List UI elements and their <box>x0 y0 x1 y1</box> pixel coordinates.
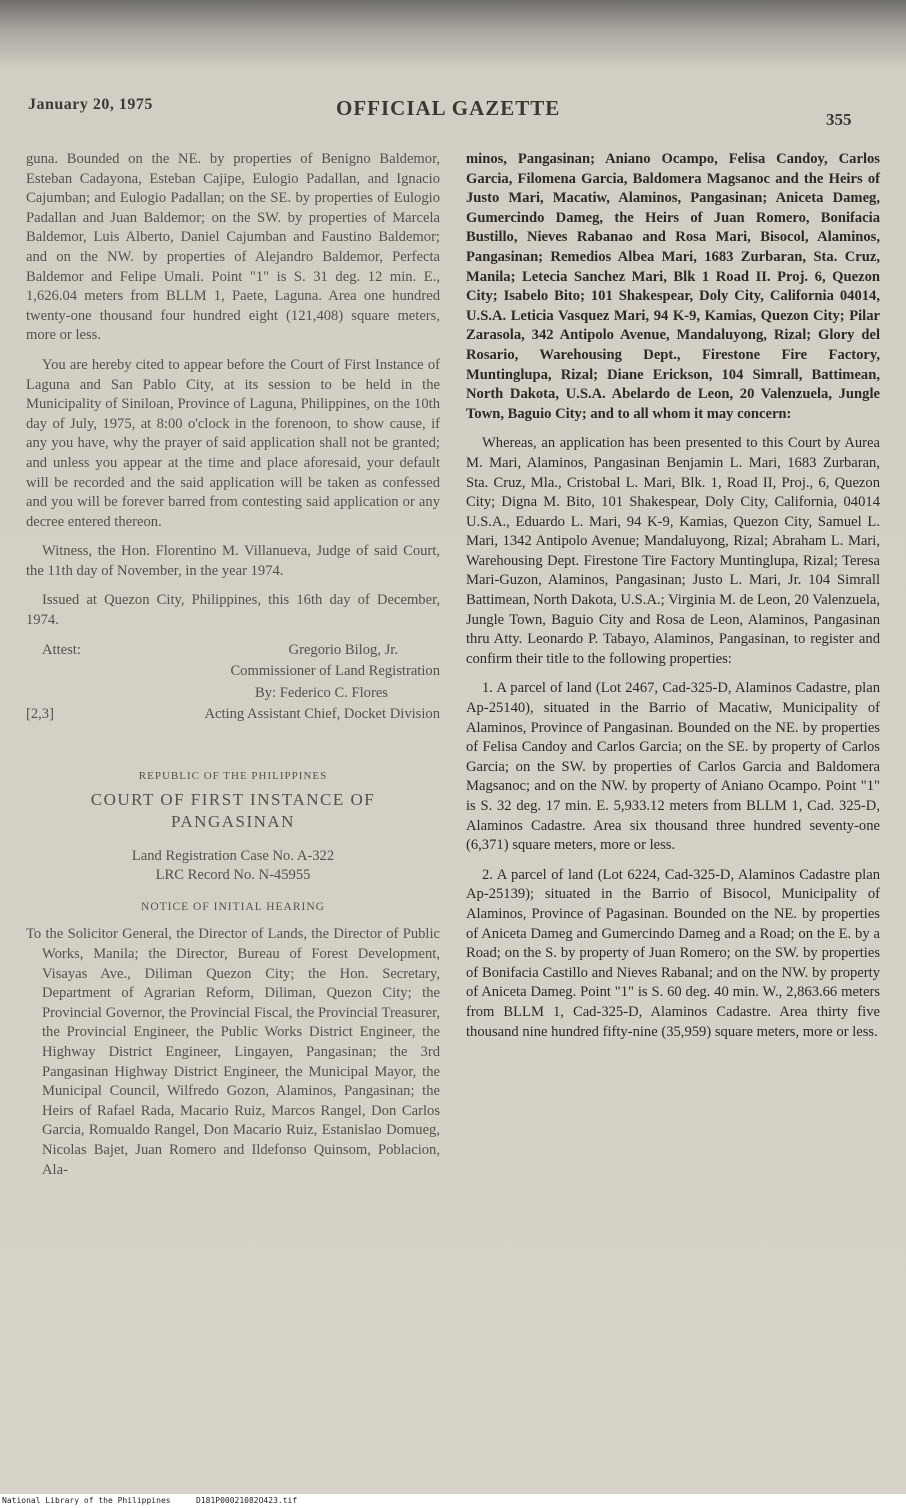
paragraph-parcel-1: 1. A parcel of land (Lot 2467, Cad-325-D, Alaminos Cadastre, plan Ap-25140), situated in the Barrio of Macatiw, Municipality of Alaminos, Province of Pangasinan. Bounded on the NE. by properties of Felisa Candoy and Carlos Garcia; on the SE. by property of Carlos Garcia; on the SW. by properties of Carlos Garcia and Baldomera Magsanoc; and on the NW. by property of Aniano Ocampo. Point "1" is S. 32 deg. 17 min. E. 5,933.12 meters from BLLM 1, Cad. 325-D, Alaminos Cadastre. Area six thousand three hundred seventy-one (6,371) square meters, more or less. <box>466 680 880 854</box>
attest-label: Attest: <box>42 641 81 658</box>
notice-heading: NOTICE OF INITIAL HEARING <box>141 900 325 913</box>
paragraph-witness: Witness, the Hon. Florentino M. Villanueva, Judge of said Court, the 11th day of November, in the year 1974. <box>26 543 440 579</box>
paragraph-application: Whereas, an application has been presented to this Court by Aurea M. Mari, Alaminos, Pangasinan Benjamin L. Mari, 1683 Zurbaran, Sta. Cruz, Mla., Cristobal L. Mari, Blk. 1, Road II, Proj., 6, Quezon City; Digna M. Bito, 101 Shakespear, Doly City, California, 04014 U.S.A., Eduardo L. Mari, 94 K-9, Kamias, Quezon City, Samuel L. Mari, 1342 Antipolo Avenue; Mandaluyong, Rizal; Abraham L. Mari, Warehousing Dept. Firestone Tire Factory Muntinglupa, Rizal; Teresa Mari-Guzon, Alaminos, Pangasinan; Justo L. Mari, Jr. 104 Simrall Battimean, North Dakota, U.S.A.; Virginia M. de Leon, 20 Valenzuela, Jungle Town, Baguio City and Rosa de Leon, Alaminos, Pangasinan thru Atty. Leonardo P. Tabayo, Alaminos, Pangasinan, to register and confirm their title to the following properties: <box>466 435 880 667</box>
by-line: By: Federico C. Flores <box>255 684 388 701</box>
paragraph-addressees-continued: minos, Pangasinan; Aniano Ocampo, Felisa Candoy, Carlos Garcia, Filomena Garcia, Baldomera Magsanoc and the Heirs of Justo Mari, Macatiw, Alaminos, Pangasinan; Aniceta Dameg, Gumercindo Dameg, the Heirs of Juan Romero, Bonifacia Bustillo, Nieves Rabanao and Rosa Mari, Bisocol, Alaminos, Pangasinan; Remedios Albea Mari, 1683 Zurbaran, Sta. Cruz, Manila; Letecia Sanchez Mari, Blk 1 Road II. Proj. 6, Quezon City; Isabelo Bito; 101 Shakespear, Doly City, California 04014, U.S.A. Leticia Vasquez Mari, 94 K-9, Kamias, Quezon City; Pilar Zarasola, 342 Antipolo Avenue, Mandaluyong, Rizal; Glory del Rosario, Warehousing Dept., Firestone Fire Factory, Muntinglupa, Rizal; Diane Erickson, 104 Simrall, Battimean, North Dakota, U.S.A. Abelardo de Leon, 20 Valenzuela, Jungle Town, Baguio City; and to all whom it may concern: <box>466 151 880 422</box>
page-number: 355 <box>826 110 852 129</box>
paragraph-parcel-2: 2. A parcel of land (Lot 6224, Cad-325-D, Alaminos Cadastre plan Ap-25139); situated in the Barrio of Bisocol, Municipality of Alaminos, Province of Pagasinan. Bounded on the NE. by properties of Aniceta Dameg and Gumercindo Dameg and a Road; on the E. by a Road; on the S. by property of Juan Romero; on the SW. by properties of Bonifacia Castillo and Nieves Rabanal; and on the NW. by property of Aniceta Dameg. Point "1" is S. 60 deg. 40 min. W., 2,863.66 meters from BLLM 1, Cad-325-D, Alaminos Cadastre. Area thirty five thousand nine hundred fifty-nine (35,959) square meters, more or less. <box>466 866 880 1040</box>
acting-line <box>26 705 440 725</box>
paragraph-citation: You are hereby cited to appear before the Court of First Instance of Laguna and San Pablo City, at its session to be held in the Municipality of Siniloan, Province of Laguna, Philippines, on the 10th day of July, 1975, at 8:00 o'clock in the forenoon, to show cause, if any you have, why the prayer of said application shall not be granted; and unless you appear at the time and place aforesaid, your default will be recorded and the said application will be taken as confessed and you will be forever barred from contesting said application or any decree entered thereon. <box>26 356 440 530</box>
issue-date: January 20, 1975 <box>28 96 153 113</box>
paragraph-property-bounds: guna. Bounded on the NE. by properties of Benigno Baldemor, Esteban Cadayona, Esteban Cajipe, Eulogio Padallan, and Ignacio Cajumban; and Eulogio Padallan; on the SE. by properties of Eulogio Padallan and Juan Baldemor; on the SW. by properties of Marcela Baldemor, Luis Alberto, Daniel Cajumban and Faustino Baldemor; and on the NW. by properties of Alejandro Baldemor, Perfecta Baldemor and Felipe Umali. Point "1" is S. 31 deg. 12 min. E., 1,626.04 meters from BLLM 1, Paete, Laguna. Area one hundred twenty-one thousand four hundred eight (121,408) square meters, more or less. <box>26 151 440 344</box>
attest-name: Gregorio Bilog, Jr. <box>288 641 398 658</box>
republic-heading: REPUBLIC OF THE PHILIPPINES <box>138 770 328 783</box>
left-column <box>26 150 440 1190</box>
case-number: Land Registration Case No. A-322 <box>131 847 335 864</box>
paragraph-issued: Issued at Quezon City, Philippines, this 16th day of December, 1974. <box>26 592 440 629</box>
lrc-record-number: LRC Record No. N-45955 <box>155 867 311 884</box>
scan-footer <box>0 1494 906 1508</box>
publication-title: OFFICIAL GAZETTE <box>336 96 561 120</box>
source-label: National Library of the Philippines <box>2 1496 171 1505</box>
file-label: D181P00021082O423.tif <box>196 1496 298 1505</box>
court-heading: COURT OF FIRST INSTANCE OF PANGASINAN <box>90 789 376 831</box>
paragraph-addressees: To the Solicitor General, the Director of Lands, the Director of Public Works, Manila; the Director, Bureau of Forest Development, Visayas Ave., Diliman Quezon City; the Hon. Secretary, Department of Agrarian Reform, Diliman, Quezon City; the Provincial Governor, the Provincial Fiscal, the Provincial Treasurer, the Provincial Engineer, the Public Works District Engineer, the Highway District Engineer, Lingayen, Pangasinan; the 3rd Pangasinan Highway District Engineer, the Municipal Mayor, the Municipal Council, Wilfredo Gozon, Alaminos, Pangasinan; the Heirs of Rafael Rada, Macario Ruiz, Marcos Rangel, Don Carlos Garcia, Romualdo Rangel, Don Macario Ruiz, Estanislao Domueg, Nicolas Bajet, Juan Romero and Ildefonso Quinsom, Poblacion, Ala- <box>26 926 440 1178</box>
attest-line <box>26 641 440 661</box>
issue-reference: [2,3] <box>26 706 54 723</box>
attest-title: Commissioner of Land Registration <box>230 663 440 680</box>
right-column <box>466 150 880 1052</box>
acting-title: Acting Assistant Chief, Docket Division <box>204 706 440 723</box>
